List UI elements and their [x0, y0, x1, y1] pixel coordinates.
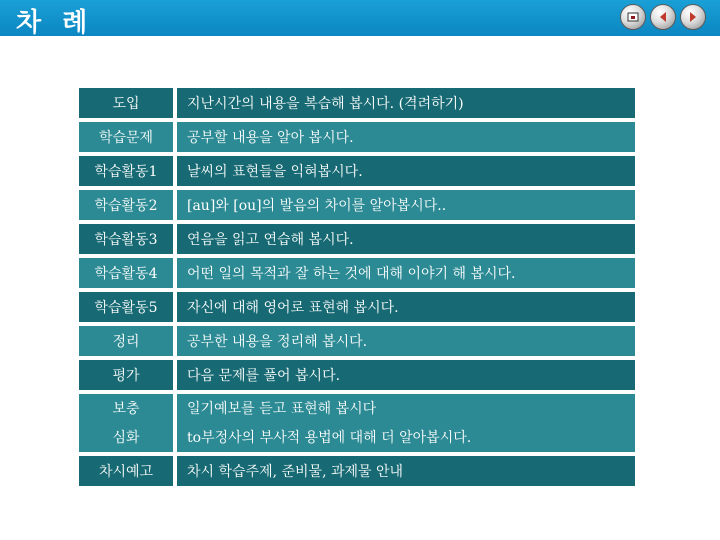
home-button[interactable] [620, 4, 646, 30]
toc-label: 학습활동4 [79, 258, 173, 288]
toc-label: 학습활동5 [79, 292, 173, 322]
toc-content: 날씨의 표현들을 익혀봅시다. [177, 156, 635, 186]
toc-row-next-preview[interactable] [79, 456, 635, 486]
toc-label: 정리 [79, 326, 173, 356]
toc-content: to부정사의 부사적 용법에 대해 더 알아봅시다. [177, 422, 635, 452]
toc-label: 학습활동3 [79, 224, 173, 254]
toc-label: 보충 [79, 394, 173, 422]
prev-button[interactable] [650, 4, 676, 30]
toc-content: 공부한 내용을 정리해 봅시다. [177, 326, 635, 356]
next-button[interactable] [680, 4, 706, 30]
toc-content: [au]와 [ou]의 발음의 차이를 알아봅시다.. [177, 190, 635, 220]
home-icon [626, 10, 640, 24]
toc-content: 일기예보를 듣고 표현해 봅시다 [177, 394, 635, 422]
toc-content: 다음 문제를 풀어 봅시다. [177, 360, 635, 390]
toc-row-supplement[interactable] [79, 394, 635, 422]
toc-row-activity5[interactable] [79, 292, 635, 322]
toc-label: 학습활동1 [79, 156, 173, 186]
toc-row-activity4[interactable] [79, 258, 635, 288]
arrow-right-icon [685, 9, 701, 25]
toc-label: 심화 [79, 422, 173, 452]
nav-buttons [620, 4, 706, 30]
toc-content: 연음을 읽고 연습해 봅시다. [177, 224, 635, 254]
arrow-left-icon [655, 9, 671, 25]
toc-label: 도입 [79, 88, 173, 118]
toc-row-activity2[interactable] [79, 190, 635, 220]
toc-content: 공부할 내용을 알아 봅시다. [177, 122, 635, 152]
toc-label: 학습문제 [79, 122, 173, 152]
toc-label: 차시예고 [79, 456, 173, 486]
page-title: 차 례 [16, 8, 94, 38]
toc-row-summary[interactable] [79, 326, 635, 356]
toc-content: 자신에 대해 영어로 표현해 봅시다. [177, 292, 635, 322]
header-bar [0, 0, 720, 36]
toc-row-intro[interactable] [79, 88, 635, 118]
toc-row-activity3[interactable] [79, 224, 635, 254]
toc-row-evaluation[interactable] [79, 360, 635, 390]
toc-content: 지난시간의 내용을 복습해 봅시다. (격려하기) [177, 88, 635, 118]
toc-row-activity1[interactable] [79, 156, 635, 186]
toc-label: 평가 [79, 360, 173, 390]
toc-row-advanced[interactable] [79, 422, 635, 452]
toc-row-objective[interactable] [79, 122, 635, 152]
toc-content: 차시 학습주제, 준비물, 과제물 안내 [177, 456, 635, 486]
toc-label: 학습활동2 [79, 190, 173, 220]
toc-table [79, 88, 635, 490]
toc-content: 어떤 일의 목적과 잘 하는 것에 대해 이야기 해 봅시다. [177, 258, 635, 288]
